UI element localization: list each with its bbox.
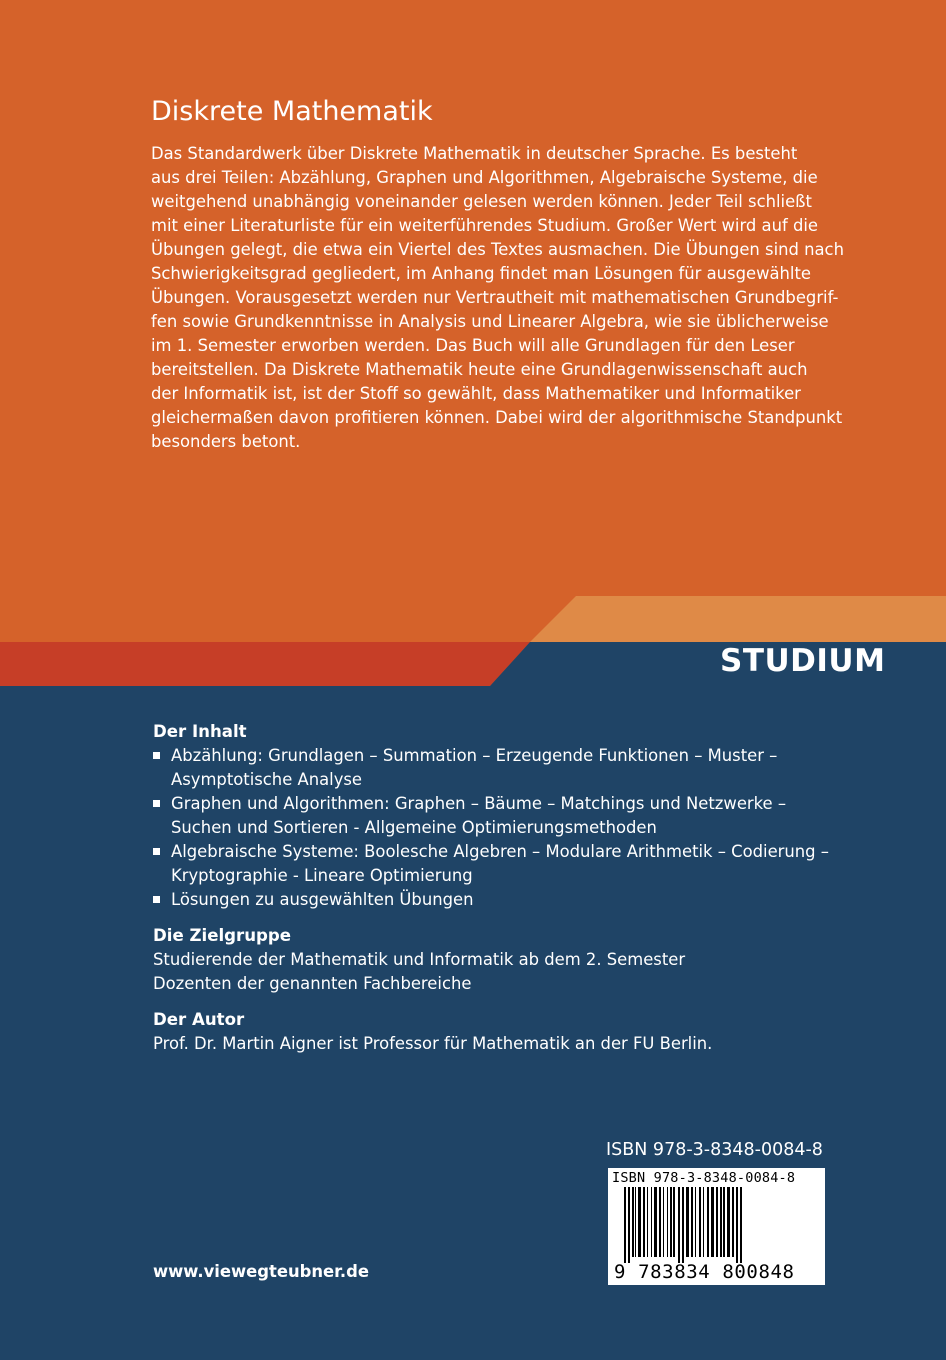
description-line: gleichermaßen davon profitieren können. Dabei wird der algorithmische Standpunkt xyxy=(151,408,843,427)
barcode-bar xyxy=(732,1187,734,1257)
isbn-barcode xyxy=(608,1168,825,1285)
barcode-bar xyxy=(632,1187,634,1257)
barcode-bar xyxy=(635,1187,636,1257)
barcode-digits: 9 783834 800848 xyxy=(614,1261,795,1283)
book-description xyxy=(151,142,844,454)
barcode-bar xyxy=(678,1187,680,1263)
barcode-bar xyxy=(711,1187,714,1257)
barcode-bar xyxy=(670,1187,672,1257)
barcode-bar xyxy=(723,1187,725,1257)
publisher-website-link[interactable]: www.viewegteubner.de xyxy=(153,1262,369,1281)
barcode-bar xyxy=(667,1187,668,1257)
description-line: weitgehend unabhängig voneinander gelesen werden können. Jeder Teil schließt xyxy=(151,192,812,211)
square-bullet-icon xyxy=(153,896,160,903)
description-line: fen sowie Grundkenntnisse in Analysis und Linearer Algebra, wie sie üblicherweise xyxy=(151,312,829,331)
inhalt-item-line: Graphen und Algorithmen: Graphen – Bäume – Matchings und Netzwerke – xyxy=(171,794,787,813)
isbn-label: ISBN 978-3-8348-0084-8 xyxy=(606,1140,823,1160)
description-line: Das Standardwerk über Diskrete Mathematik in deutscher Sprache. Es besteht xyxy=(151,144,798,163)
square-bullet-icon xyxy=(153,800,160,807)
zielgruppe-line: Studierende der Mathematik und Informatik ab dem 2. Semester xyxy=(153,950,686,969)
square-bullet-icon xyxy=(153,848,160,855)
barcode-bars xyxy=(614,1187,820,1263)
inhalt-list-item xyxy=(153,792,853,840)
barcode-bar xyxy=(703,1187,704,1257)
barcode-bar xyxy=(624,1187,626,1263)
barcode-bar xyxy=(638,1187,641,1257)
description-line: aus drei Teilen: Abzählung, Graphen und Algorithmen, Algebraische Systeme, die xyxy=(151,168,818,187)
back-cover-details xyxy=(153,720,853,1056)
barcode-bar xyxy=(628,1187,630,1263)
barcode-bar xyxy=(736,1187,738,1263)
barcode-bar xyxy=(740,1187,742,1263)
inhalt-item-line: Suchen und Sortieren - Allgemeine Optimierungsmethoden xyxy=(171,818,657,837)
barcode-bar xyxy=(647,1187,648,1257)
barcode-bar xyxy=(695,1187,696,1257)
description-line: im 1. Semester erworben werden. Das Buch will alle Grundlagen für den Leser xyxy=(151,336,795,355)
barcode-bar xyxy=(716,1187,718,1257)
barcode-bar xyxy=(654,1187,657,1257)
square-bullet-icon xyxy=(153,752,160,759)
description-line: bereitstellen. Da Diskrete Mathematik heute eine Grundlagenwissenschaft auch xyxy=(151,360,808,379)
inhalt-list-item xyxy=(153,744,853,792)
autor-line: Prof. Dr. Martin Aigner ist Professor für Mathematik an der FU Berlin. xyxy=(153,1034,713,1053)
zielgruppe-line: Dozenten der genannten Fachbereiche xyxy=(153,974,472,993)
autor-heading: Der Autor xyxy=(153,1010,245,1029)
inhalt-item-line: Asymptotische Analyse xyxy=(171,770,363,789)
barcode-bar xyxy=(720,1187,722,1257)
barcode-isbn-text: ISBN 978-3-8348-0084-8 xyxy=(612,1170,796,1186)
description-line: Übungen. Vorausgesetzt werden nur Vertrautheit mit mathematischen Grundbegrif- xyxy=(151,288,839,307)
barcode-bar xyxy=(673,1187,675,1257)
inhalt-item-line: Abzählung: Grundlagen – Summation – Erzeugende Funktionen – Muster – xyxy=(171,746,778,765)
zielgruppe-text xyxy=(153,948,853,996)
barcode-bar xyxy=(691,1187,693,1257)
description-line: mit einer Literaturliste für ein weiterführendes Studium. Großer Wert wird auf die xyxy=(151,216,818,235)
inhalt-list-item xyxy=(153,888,853,912)
inhalt-list-item xyxy=(153,840,853,888)
barcode-bar xyxy=(699,1187,701,1257)
description-line: besonders betont. xyxy=(151,432,301,451)
barcode-bar xyxy=(659,1187,661,1257)
series-label: STUDIUM xyxy=(720,643,886,679)
barcode-bar xyxy=(651,1187,652,1257)
barcode-bar xyxy=(686,1187,689,1257)
barcode-bar xyxy=(707,1187,709,1257)
barcode-bar xyxy=(643,1187,645,1257)
inhalt-item-line: Kryptographie - Lineare Optimierung xyxy=(171,866,473,885)
barcode-bar xyxy=(663,1187,664,1257)
description-line: Schwierigkeitsgrad gegliedert, im Anhang findet man Lösungen für ausgewählte xyxy=(151,264,811,283)
description-line: der Informatik ist, ist der Stoff so gewählt, dass Mathematiker und Informatiker xyxy=(151,384,801,403)
book-title: Diskrete Mathematik xyxy=(151,96,433,127)
barcode-bar xyxy=(682,1187,684,1263)
zielgruppe-heading: Die Zielgruppe xyxy=(153,926,292,945)
inhalt-list xyxy=(153,744,853,912)
description-line: Übungen gelegt, die etwa ein Viertel des Textes ausmachen. Die Übungen sind nach xyxy=(151,240,844,259)
barcode-bar xyxy=(727,1187,730,1257)
inhalt-item-line: Algebraische Systeme: Boolesche Algebren – Modulare Arithmetik – Codierung – xyxy=(171,842,829,861)
inhalt-heading: Der Inhalt xyxy=(153,722,247,741)
inhalt-item-line: Lösungen zu ausgewählten Übungen xyxy=(171,890,474,909)
autor-text xyxy=(153,1032,853,1056)
